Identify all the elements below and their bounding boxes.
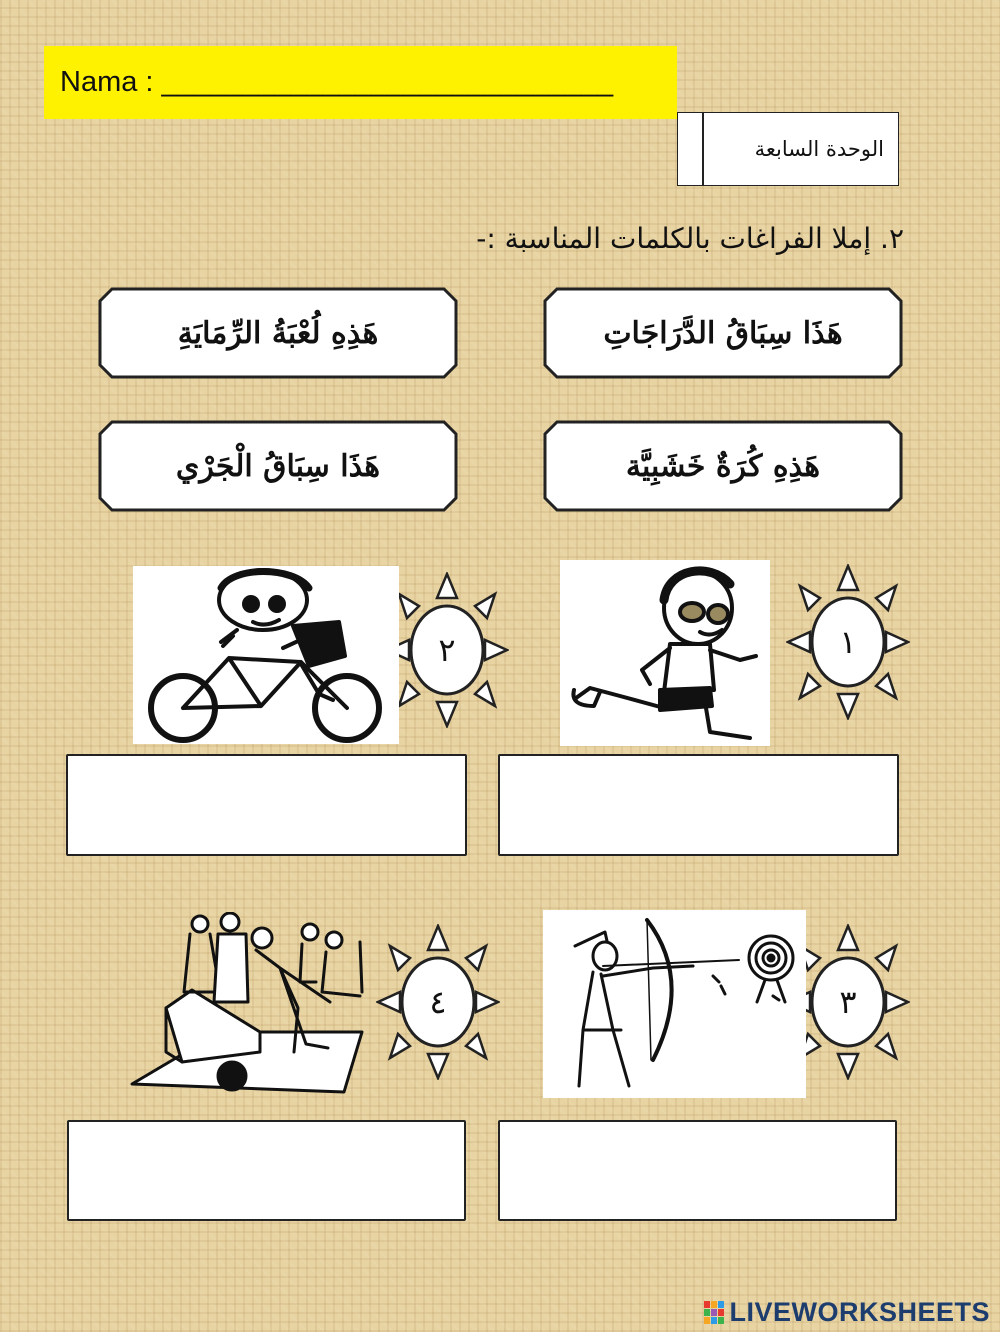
- answer-box-2[interactable]: [66, 754, 467, 856]
- liveworksheets-icon: [703, 1300, 725, 1326]
- word-card-3: [543, 420, 903, 512]
- answer-box-4[interactable]: [67, 1120, 466, 1221]
- archery-icon: [543, 910, 806, 1098]
- running-boy-icon: [560, 560, 770, 746]
- word-card-4-text: هَذَا سِبَاقُ الْجَرْي: [175, 448, 381, 484]
- number-3: ٣: [839, 983, 857, 1021]
- word-card-3-text: هَذِهِ كُرَةٌ خَشَبِيَّة: [625, 448, 821, 484]
- archery-picture: [543, 910, 806, 1098]
- running-boy-picture: [560, 560, 770, 746]
- unit-box-divider: [702, 113, 704, 185]
- liveworksheets-logo: [703, 1297, 990, 1328]
- bowling-picture: [130, 912, 366, 1098]
- word-card-1: [543, 287, 903, 379]
- word-card-2-text: هَذِهِ لُعْبَةُ الرِّمَايَةِ: [177, 315, 379, 351]
- word-card-1-text: هَذَا سِبَاقُ الدَّرَاجَاتِ: [603, 315, 843, 351]
- number-badge-4: [376, 924, 500, 1080]
- number-badge-2: [385, 572, 509, 728]
- answer-box-3[interactable]: [498, 1120, 897, 1221]
- cyclist-picture: [133, 566, 399, 744]
- unit-box: [677, 112, 899, 186]
- unit-label: الوحدة السابعة: [754, 137, 884, 161]
- cyclist-icon: [133, 566, 399, 744]
- word-card-4: [98, 420, 458, 512]
- word-card-2: [98, 287, 458, 379]
- liveworksheets-brand: LIVEWORKSHEETS: [729, 1297, 990, 1327]
- number-4: ٤: [429, 983, 447, 1021]
- bowling-icon: [130, 912, 366, 1098]
- number-2: ٢: [438, 631, 456, 669]
- answer-box-1[interactable]: [498, 754, 899, 856]
- name-label: Nama : ____________________________: [60, 66, 614, 98]
- instruction-text: ٢. إملا الفراغات بالكلمات المناسبة :-: [476, 222, 904, 255]
- name-banner: [44, 46, 677, 119]
- number-badge-1: [786, 564, 910, 720]
- number-1: ١: [839, 623, 857, 661]
